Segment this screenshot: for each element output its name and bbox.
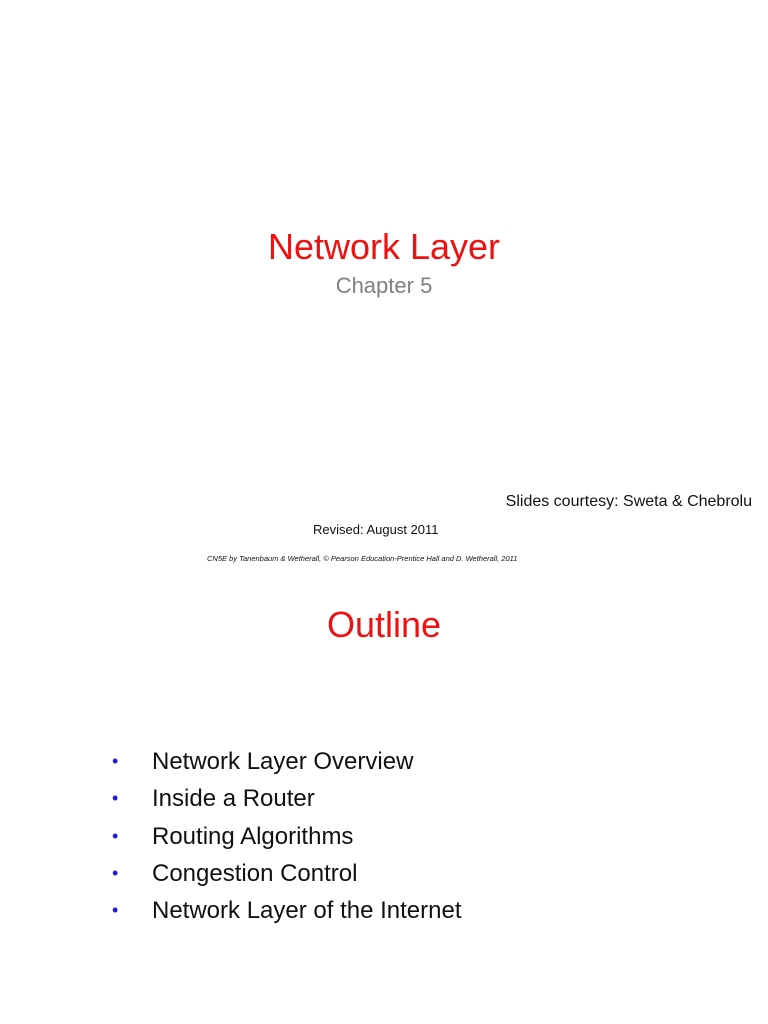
copyright-notice: CN5E by Tanenbaum & Wetherall, © Pearson Education-Prentice Hall and D. Wetherall, 2011 — [207, 554, 518, 563]
outline-item-label: Congestion Control — [152, 859, 358, 887]
revised-date: Revised: August 2011 — [313, 522, 439, 537]
bullet-icon: • — [112, 900, 119, 921]
outline-title: Outline — [326, 604, 442, 645]
bullet-icon: • — [112, 825, 119, 846]
slide-title: Network Layer — [267, 226, 501, 267]
chapter-subtitle: Chapter 5 — [335, 273, 433, 298]
outline-item-label: Network Layer Overview — [152, 748, 414, 775]
outline-item-label: Network Layer of the Internet — [152, 897, 462, 925]
slides-courtesy: Slides courtesy: Sweta & Chebrolu — [505, 493, 752, 510]
bullet-icon: • — [112, 862, 119, 883]
bullet-icon: • — [112, 751, 119, 771]
outline-item-label: Routing Algorithms — [152, 822, 354, 850]
outline-item-label: Inside a Router — [152, 785, 315, 813]
bullet-icon: • — [112, 788, 119, 809]
